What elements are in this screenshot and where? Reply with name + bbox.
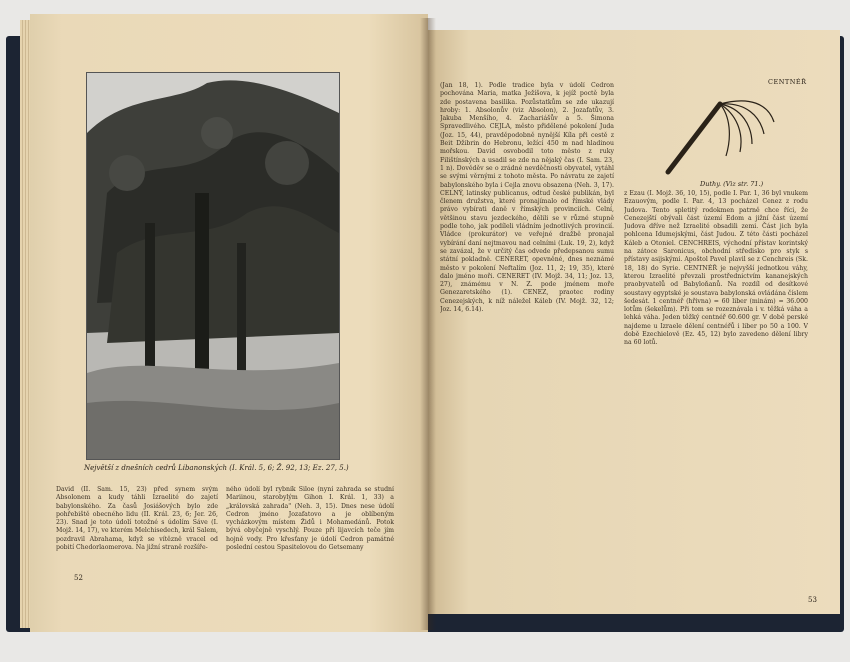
running-header: CENTNÉŘ <box>768 78 807 86</box>
page-number-right: 53 <box>808 596 817 604</box>
photo-caption: Největší z dnešních cedrů Libanonských (I. Král. 5, 6; Ž. 92, 13; Ez. 27, 5.) <box>84 464 349 472</box>
left-column-1 <box>56 486 218 566</box>
cedar-tree-image <box>87 73 339 459</box>
right-column-2 <box>624 190 808 598</box>
left-column-2-text: ného údolí byl rybník Siloe (nyní zahrada se studní Mariinou, starobylým Gihon I. Král. 1, 33) a „královská zahrada" (Neh. 3, 15). Dnes nese údolí Cedron jméno Jozafatovo a je oblíbeným vycházkovým místem Židů i Mohamedánů. Potok bývá obyčejně vyschlý. Pouze při lijavcích teče jím hojně vody. Pro křesťany je údolí Cedron památné poslední cestou Spasitelovou do Getsemany <box>226 486 394 552</box>
right-page <box>428 30 840 614</box>
right-column-1-text: (Jan 18, 1). Podle tradice byla v údolí Cedron pochována Maria, matka Ježíšova, k jejíž poctě byla zde postavena basilika. Pozůstatkům se zde ukazují hroby: 1. Absolonův (viz Absolon), 2. Jozafatův, 3. Jakuba Menšího, 4. Zachariášův a 5. Šimona Spravedlivého. CEJLA, město přidělené pokolení Juda (Joz. 15, 44), pravděpodobně nynější Kíla při cestě z Beit Džibrin do Hebronu, ležící 450 m nad hladinou mořskou. David osvobodil toto město z ruky Filištínských a usadil se zde na nějaký čas (I. Sam. 23, 1 n). Dověděv se o zrádné nevděčnosti obyvatel, vytáhl se svými věrnými z tohoto města. Po návratu ze zajetí babylonského byla i Cejla znovu obsazena (Neh. 3, 17). CELNÝ, latinsky publicanus, odtud české publikán, byl členem družstva, které pronajímalo od římské vlády právo vybírati daně v římských provinciích. Celní, většinou stavu jezdeckého, dělili se v různé stupně podle toho, jak podíleli vládním jednotlivých provincií. Vládce (prokurátor) ve veřejné dražbě pronajal vybírání daní nejtmavou nad celními (Luk. 19, 2), když se zavázal, že v určitý čas odvede předepsanou sumu státní pokladně. CENERET, opevněné, dnes neznámé město v pokolení Neftalím (Joz. 11, 2; 19, 35), které dalo jméno moři. CENERET (IV. Mojž. 34, 11; Joz. 13, 27), známému v N. Z. pode jménem moře Genezaretského (1). CENEZ, praotec rodiny Cenezejských, k níž náležel Káleb (IV. Mojž. 32, 12; Joz. 14, 6.14). <box>440 82 614 314</box>
whip-figure <box>660 86 780 186</box>
figure-caption: Duthy. (Viz str. 71.) <box>700 180 764 188</box>
page-number-left: 52 <box>74 574 83 582</box>
left-page <box>30 14 428 632</box>
cedar-photo <box>86 72 340 460</box>
left-column-1-text: David (II. Sam. 15, 23) před synem svým Absolonem a kudy táhli Izraelité do zajetí babylonského. Za časů Josiášových bylo zde pohřebiště obecného lidu (II. Král. 23, 6; Jer. 26, 23). Snad je toto údolí totožné s údolím Sáve (I. Mojž. 14, 17), ve kterém Melchisedech, král Salem, pozdravil Abrahama, když se vítězně vracel od pobití Chedorlaomerova. Na jižní straně rozšíře- <box>56 486 218 552</box>
left-column-2 <box>226 486 394 582</box>
right-column-2-text: z Ezau (I. Mojž. 36, 10, 15), podle I. Par. 1, 36 byl vnukem Ezauovým, podle I. Par. 4, 13 pocházel Cenez z rodu Judova. Tento spletitý rodokmen patrně chce říci, že Cenezejští obývali část území Edom a jižní část území Judova dříve než Izraelité obsadili zemi. Část jich byla pohlcena Idumejskými, část Judou. Z této části pocházel Káleb a Otoniel. CENCHREIS, východní přístav korintský na zátoce Saronicus, obchodní středisko pro styk s přístavy asijskými. Apoštol Pavel plavil se z Cenchreis (Sk. 18, 18) do Syrie. CENTNÉŘ je nejvyšší jednotkou váhy, kterou Izraelité převzali prostřednictvím kananejských praobyvatelů od Babyloňanů. Na rozdíl od desítkové soustavy egyptské je soustava babylonská ovládána číslem šedesát. 1 centnéř (hřivna) = 60 liber (minám) = 36.000 lotům (šekelům). Při tom se rozeznávala i v. těžká váha a lehká váha. Jeden těžký centnéř 60.600 gr. V době perské najdeme u Izraele dělení centnéřů i liber po 50 a 100. V době Ezechielově (Ez. 45, 12) bylo zavedeno dělení libry na 60 lotů. <box>624 190 808 347</box>
whip-icon <box>660 86 780 182</box>
book-gutter <box>420 18 436 630</box>
right-column-1 <box>440 82 614 602</box>
